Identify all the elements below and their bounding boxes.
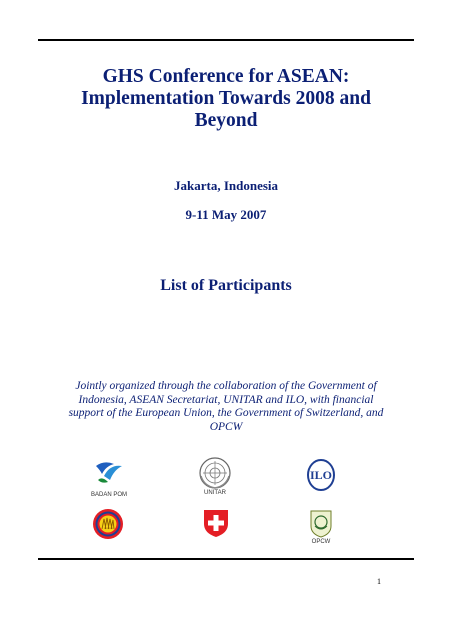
event-dates: 9-11 May 2007 bbox=[185, 207, 267, 222]
description-line-4: OPCW bbox=[209, 420, 243, 433]
asean-logo bbox=[92, 508, 124, 540]
opcw-logo bbox=[306, 508, 336, 538]
document-title bbox=[40, 66, 412, 132]
asean-emblem-icon bbox=[92, 508, 124, 540]
switzerland-logo bbox=[201, 508, 231, 538]
un-emblem-icon bbox=[198, 456, 232, 490]
ilo-emblem-text: ILO bbox=[309, 468, 333, 482]
title-line-1: GHS Conference for ASEAN: bbox=[102, 66, 350, 87]
location: Jakarta, Indonesia bbox=[173, 178, 279, 193]
title-line-3: Beyond bbox=[194, 110, 258, 131]
ilo-emblem-icon bbox=[305, 458, 337, 492]
opcw-caption: OPCW bbox=[311, 539, 331, 545]
description-line-3: support of the European Union, the Government of Switzerland, and bbox=[68, 407, 384, 420]
page-number: 1 bbox=[377, 577, 381, 586]
description-line-1: Jointly organized through the collaboration of the Government of bbox=[75, 380, 377, 392]
top-rule bbox=[38, 39, 414, 41]
unitar-caption: UNITAR bbox=[204, 490, 226, 496]
description-line-2: Indonesia, ASEAN Secretariat, UNITAR and ILO, with financial bbox=[78, 393, 374, 406]
bottom-rule bbox=[38, 558, 414, 560]
ilo-logo bbox=[305, 458, 337, 492]
badan-pom-caption: BADAN POM bbox=[90, 492, 127, 498]
badan-pom-logo bbox=[92, 458, 126, 492]
swiss-cross-icon bbox=[201, 508, 231, 538]
unitar-logo bbox=[198, 456, 232, 490]
opcw-emblem-icon bbox=[306, 508, 336, 538]
badan-pom-emblem-icon bbox=[92, 458, 126, 492]
title-line-2: Implementation Towards 2008 and bbox=[81, 88, 371, 109]
list-heading: List of Participants bbox=[160, 277, 292, 294]
organizer-description bbox=[58, 380, 394, 434]
